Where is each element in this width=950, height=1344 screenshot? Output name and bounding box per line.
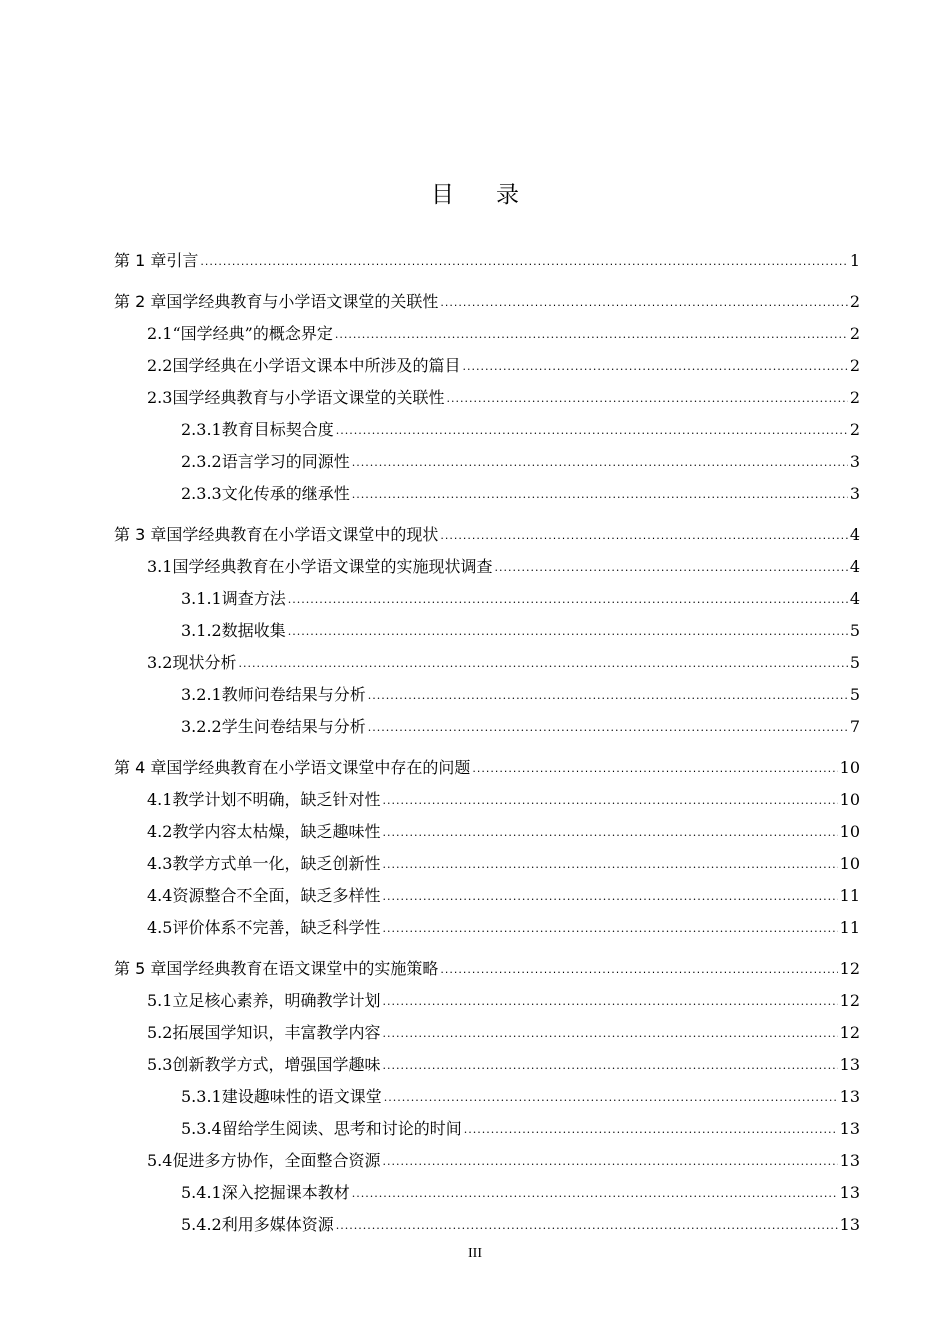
toc-entry-page: 10 (839, 854, 860, 873)
toc-entry[interactable] (114, 290, 860, 314)
toc-entry[interactable] (114, 523, 860, 547)
toc-entry-page: 13 (839, 1087, 860, 1106)
toc-entry-page: 2 (849, 324, 860, 343)
toc-entry-number: 2.3 (147, 388, 173, 407)
toc-entry[interactable] (114, 957, 860, 981)
toc-entry[interactable] (147, 884, 860, 908)
toc-entry[interactable] (181, 1117, 860, 1141)
toc-entry-page: 10 (839, 758, 860, 777)
toc-entry-title: 文化传承的继承性 (221, 484, 350, 503)
toc-entry[interactable] (147, 1149, 860, 1173)
toc-entry-page: 2 (849, 388, 860, 407)
toc-entry-page: 11 (839, 886, 860, 905)
toc-entry-page: 2 (849, 292, 860, 311)
toc-entry-title: 教学方式单一化，缺乏创新性 (172, 854, 381, 873)
toc-dot-leader (382, 1054, 837, 1078)
toc-entry[interactable] (147, 1053, 860, 1077)
toc-dot-leader (335, 323, 848, 347)
toc-entry[interactable] (147, 788, 860, 812)
toc-entry-number: 5.3.1 (181, 1087, 222, 1106)
toc-entry-page: 12 (839, 1023, 860, 1042)
toc-entry-page: 10 (839, 822, 860, 841)
toc-entry-number: 5.4.2 (181, 1215, 222, 1234)
toc-entry-number: 3.2 (147, 653, 173, 672)
toc-entry[interactable] (147, 820, 860, 844)
toc-dot-leader (384, 1086, 838, 1110)
toc-dot-leader (382, 789, 837, 813)
toc-entry[interactable] (147, 852, 860, 876)
toc-dot-leader (446, 387, 847, 411)
toc-entry-number: 4.5 (147, 918, 173, 937)
toc-entry[interactable] (181, 1213, 860, 1237)
toc-entry-number: 第 5 章 (114, 959, 167, 978)
toc-entry-title: 评价体系不完善，缺乏科学性 (172, 918, 381, 937)
toc-entry-number: 第 1 章 (114, 251, 167, 270)
toc-entry-number: 5.4 (147, 1151, 173, 1170)
toc-entry[interactable] (181, 619, 860, 643)
toc-dot-leader (472, 757, 837, 781)
toc-entry-page: 3 (849, 452, 860, 471)
toc-entry-page: 11 (839, 918, 860, 937)
toc-entry-number: 5.1 (147, 991, 173, 1010)
toc-dot-leader (382, 885, 837, 909)
toc-entry-title: 教学内容太枯燥，缺乏趣味性 (172, 822, 381, 841)
toc-entry-page: 1 (849, 251, 860, 270)
toc-entry-page: 13 (839, 1183, 860, 1202)
toc-entry-page: 3 (849, 484, 860, 503)
toc-dot-leader (352, 483, 848, 507)
page-title-part-2: 录 (496, 182, 519, 208)
toc-entry[interactable] (147, 354, 860, 378)
toc-entry[interactable] (147, 555, 860, 579)
toc-entry-page: 13 (839, 1055, 860, 1074)
toc-dot-leader (352, 1182, 838, 1206)
toc-entry-title: 国学经典教育与小学语文课堂的关联性 (166, 292, 439, 311)
toc-entry-page: 5 (849, 653, 860, 672)
toc-entry-title: 拓展国学知识，丰富教学内容 (172, 1023, 381, 1042)
toc-entry[interactable] (181, 1085, 860, 1109)
toc-entry[interactable] (181, 715, 860, 739)
toc-entry-number: 5.2 (147, 1023, 173, 1042)
toc-dot-leader (382, 1150, 837, 1174)
page-number-footer: III (468, 1246, 482, 1261)
toc-entry-number: 5.3.4 (181, 1119, 222, 1138)
toc-entry-number: 第 4 章 (114, 758, 167, 777)
toc-entry-page: 13 (839, 1119, 860, 1138)
toc-entry-number: 5.3 (147, 1055, 173, 1074)
toc-entry-number: 3.2.2 (181, 717, 222, 736)
toc-entry-number: 2.3.1 (181, 420, 222, 439)
toc-dot-leader (238, 652, 847, 676)
toc-entry[interactable] (147, 989, 860, 1013)
toc-entry-page: 7 (849, 717, 860, 736)
toc-entry-page: 10 (839, 790, 860, 809)
toc-dot-leader (368, 716, 848, 740)
toc-entry-title: 数据收集 (221, 621, 286, 640)
toc-entry-number: 3.1 (147, 557, 173, 576)
toc-entry-title: 国学经典教育与小学语文课堂的关联性 (172, 388, 445, 407)
toc-entry[interactable] (147, 651, 860, 675)
toc-dot-leader (336, 419, 848, 443)
toc-entry[interactable] (147, 1021, 860, 1045)
toc-entry-title: 学生问卷结果与分析 (221, 717, 366, 736)
toc-entry[interactable] (147, 322, 860, 346)
toc-dot-leader (336, 1214, 838, 1238)
toc-dot-leader (382, 821, 837, 845)
toc-entry[interactable] (147, 916, 860, 940)
toc-dot-leader (440, 524, 847, 548)
toc-entry-title: 国学经典教育在小学语文课堂的实施现状调查 (172, 557, 493, 576)
toc-entry-page: 5 (849, 685, 860, 704)
toc-entry-number: 第 3 章 (114, 525, 167, 544)
toc-entry-title: 国学经典教育在语文课堂中的实施策略 (166, 959, 439, 978)
toc-entry-title: “国学经典”的概念界定 (172, 324, 333, 343)
toc-dot-leader (288, 620, 848, 644)
toc-entry-page: 5 (849, 621, 860, 640)
toc-entry-title: 调查方法 (221, 589, 286, 608)
toc-entry-title: 国学经典在小学语文课本中所涉及的篇目 (172, 356, 461, 375)
toc-entry[interactable] (181, 482, 860, 506)
toc-entry-number: 5.4.1 (181, 1183, 222, 1202)
toc-entry-page: 2 (849, 420, 860, 439)
toc-entry[interactable] (181, 683, 860, 707)
toc-entry-page: 4 (849, 557, 860, 576)
toc-dot-leader (368, 684, 848, 708)
toc-entry[interactable] (181, 450, 860, 474)
toc-entry-title: 引言 (166, 251, 199, 270)
toc-entry-title: 创新教学方式，增强国学趣味 (172, 1055, 381, 1074)
toc-entry-number: 2.3.3 (181, 484, 222, 503)
toc-entry-page: 12 (839, 991, 860, 1010)
toc-dot-leader (352, 451, 848, 475)
toc-dot-leader (440, 958, 837, 982)
toc-entry[interactable] (181, 1181, 860, 1205)
toc-entry-number: 2.2 (147, 356, 173, 375)
toc-dot-leader (288, 588, 848, 612)
toc-entry[interactable] (147, 386, 860, 410)
toc-entry-title: 教师问卷结果与分析 (221, 685, 366, 704)
toc-entry-title: 利用多媒体资源 (221, 1215, 334, 1234)
toc-entry-title: 资源整合不全面，缺乏多样性 (172, 886, 381, 905)
toc-dot-leader (382, 990, 837, 1014)
toc-dot-leader (382, 1022, 837, 1046)
toc-entry-title: 语言学习的同源性 (221, 452, 350, 471)
toc-dot-leader (494, 556, 847, 580)
toc-entry[interactable] (181, 587, 860, 611)
toc-entry-title: 留给学生阅读、思考和讨论的时间 (221, 1119, 462, 1138)
toc-entry-number: 4.1 (147, 790, 173, 809)
toc-entry-number: 4.3 (147, 854, 173, 873)
toc-entry-page: 13 (839, 1215, 860, 1234)
toc-entry-title: 教学计划不明确，缺乏针对性 (172, 790, 381, 809)
toc-entry-title: 现状分析 (172, 653, 237, 672)
toc-entry-number: 4.4 (147, 886, 173, 905)
toc-entry-title: 国学经典教育在小学语文课堂中存在的问题 (166, 758, 471, 777)
toc-entry-page: 12 (839, 959, 860, 978)
toc-entry-page: 13 (839, 1151, 860, 1170)
toc-entry-number: 4.2 (147, 822, 173, 841)
toc-entry-title: 建设趣味性的语文课堂 (221, 1087, 382, 1106)
toc-entry-title: 深入挖掘课本教材 (221, 1183, 350, 1202)
toc-entry-title: 教育目标契合度 (221, 420, 334, 439)
toc-dot-leader (382, 853, 837, 877)
toc-dot-leader (382, 917, 837, 941)
toc-entry-title: 促进多方协作，全面整合资源 (172, 1151, 381, 1170)
toc-entry-number: 2.1 (147, 324, 173, 343)
toc-dot-leader (440, 291, 847, 315)
toc-entry-number: 3.1.1 (181, 589, 222, 608)
toc-dot-leader (200, 250, 847, 274)
page-title-part-1: 目 (431, 182, 454, 208)
toc-entry-title: 国学经典教育在小学语文课堂中的现状 (166, 525, 439, 544)
toc-entry-page: 4 (849, 589, 860, 608)
toc-entry[interactable] (181, 418, 860, 442)
toc-entry-page: 4 (849, 525, 860, 544)
toc-entry[interactable] (114, 249, 860, 273)
toc-entry[interactable] (114, 756, 860, 780)
toc-dot-leader (464, 1118, 838, 1142)
toc-entry-number: 第 2 章 (114, 292, 167, 311)
toc-dot-leader (462, 355, 847, 379)
toc-entry-number: 3.2.1 (181, 685, 222, 704)
toc-entry-page: 2 (849, 356, 860, 375)
toc-entry-number: 2.3.2 (181, 452, 222, 471)
toc-entry-number: 3.1.2 (181, 621, 222, 640)
toc-entry-title: 立足核心素养，明确教学计划 (172, 991, 381, 1010)
